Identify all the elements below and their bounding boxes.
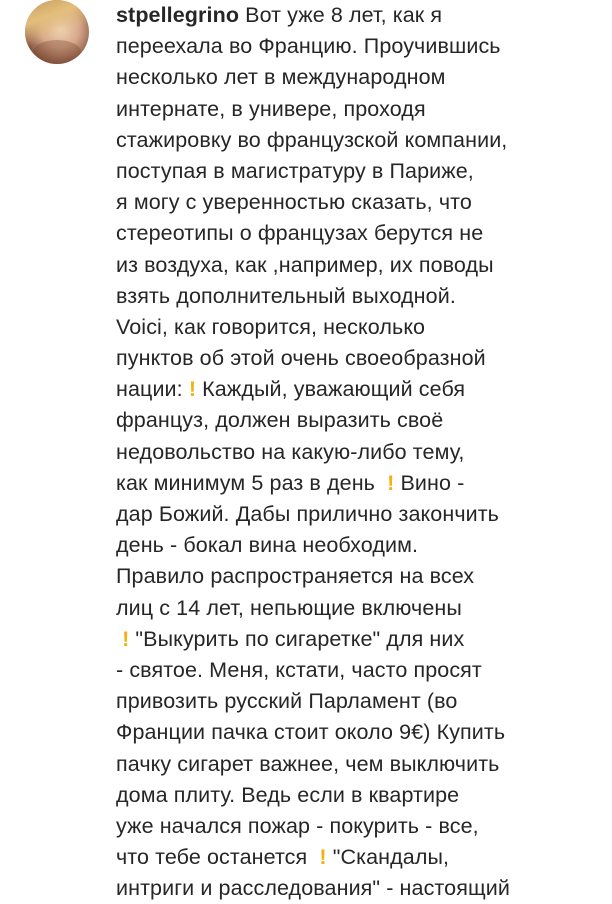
comment-text-segment: Франции пачка стоит около 9€) Купить: [116, 720, 506, 745]
comment-line: [116, 780, 608, 811]
comment-text-segment: взять дополнительный выходной.: [116, 283, 456, 308]
comment-line: [116, 468, 608, 499]
comment-text-segment: привозить русский Парламент (во: [116, 689, 458, 714]
comment-text-segment: дома плиту. Ведь если в квартире: [116, 782, 460, 807]
comment-text-segment: пачку сигарет важнее, чем выключить: [116, 751, 500, 776]
comment-text-segment: француз, должен выразить своё: [116, 408, 444, 433]
comment-text-segment: как минимум 5 раз в день: [116, 470, 388, 495]
comment-line: [116, 842, 608, 873]
avatar-shade-shape: [33, 40, 81, 64]
comment-line: [116, 31, 608, 62]
comment-line: [116, 561, 608, 592]
comment-text-segment: стажировку во французской компании,: [116, 127, 508, 152]
comment-text-segment: несколько лет в международном: [116, 65, 446, 90]
comment-line: [116, 0, 608, 31]
comment-text-segment: Каждый, уважающий себя: [196, 377, 466, 402]
comment-text-segment: что тебе останется: [116, 845, 320, 870]
avatar[interactable]: [25, 0, 89, 64]
comment-line: [116, 530, 608, 561]
comment-text-segment: Правило распространяется на всех: [116, 564, 475, 589]
comment-text-segment: "Скандалы,: [326, 845, 450, 870]
username-link[interactable]: stpellegrino: [116, 3, 240, 27]
comment-line: [116, 250, 608, 281]
comment-text-segment: интернате, в универе, проходя: [116, 96, 426, 121]
exclamation-emoji-icon: !: [319, 845, 327, 870]
comment-line: [116, 624, 608, 655]
comment-text-segment: пунктов об этой очень своеобразной: [116, 346, 486, 371]
comment-text: [116, 0, 608, 904]
comment-line: [116, 343, 608, 374]
comment-text-segment: недовольство на какую-либо тему,: [116, 439, 465, 464]
comment-text-segment: лиц с 14 лет, непьющие включены: [116, 595, 462, 620]
comment-line: [116, 218, 608, 249]
comment-text-segment: Вино -: [394, 470, 465, 495]
comment-text-segment: Voici, как говорится, несколько: [116, 314, 426, 339]
comment-text-segment: нации:: [116, 377, 189, 402]
comment-line: [116, 499, 608, 530]
comment-line: [116, 873, 608, 904]
comment-line: [116, 593, 608, 624]
comment-line: [116, 156, 608, 187]
comment-line: [116, 94, 608, 125]
comment-text-segment: - святое. Меня, кстати, часто просят: [116, 657, 482, 682]
exclamation-emoji-icon: !: [387, 470, 395, 495]
comment-line: [116, 281, 608, 312]
comment-text-segment: интриги и расследования" - настоящий: [116, 876, 510, 901]
comment-line: [116, 62, 608, 93]
comment-text-segment: дар Божий. Дабы прилично закончить: [116, 502, 499, 526]
comment-line: [116, 686, 608, 717]
comment-line: [116, 655, 608, 686]
comment-line: [116, 437, 608, 468]
comment-text-segment: Вот уже 8 лет, как я: [239, 3, 443, 27]
comment-line: [116, 125, 608, 156]
comment-text-segment: "Выкурить по сигаретке" для них: [129, 626, 465, 651]
comment-line: [116, 811, 608, 842]
comment-text-segment: уже начался пожар - покурить - все,: [116, 813, 479, 838]
exclamation-emoji-icon: !: [188, 377, 197, 402]
comment-text-segment: переехала во Францию. Проучившись: [116, 34, 501, 59]
comment-text-segment: я могу с уверенностью сказать, что: [116, 190, 472, 215]
comment-line: [116, 405, 608, 436]
comment-line: [116, 187, 608, 218]
comment-text-segment: стереотипы о французах берутся не: [116, 221, 484, 246]
comment-line: [116, 374, 608, 405]
comment-text-segment: день - бокал вина необходим.: [116, 533, 419, 558]
exclamation-emoji-icon: !: [122, 626, 130, 651]
comment-text-segment: поступая в магистратуру в Париже,: [116, 158, 474, 183]
comment-line: [116, 749, 608, 780]
comment-line: [116, 312, 608, 343]
comment-text-segment: из воздуха, как ,например, их поводы: [116, 252, 494, 277]
comment-line: [116, 717, 608, 748]
